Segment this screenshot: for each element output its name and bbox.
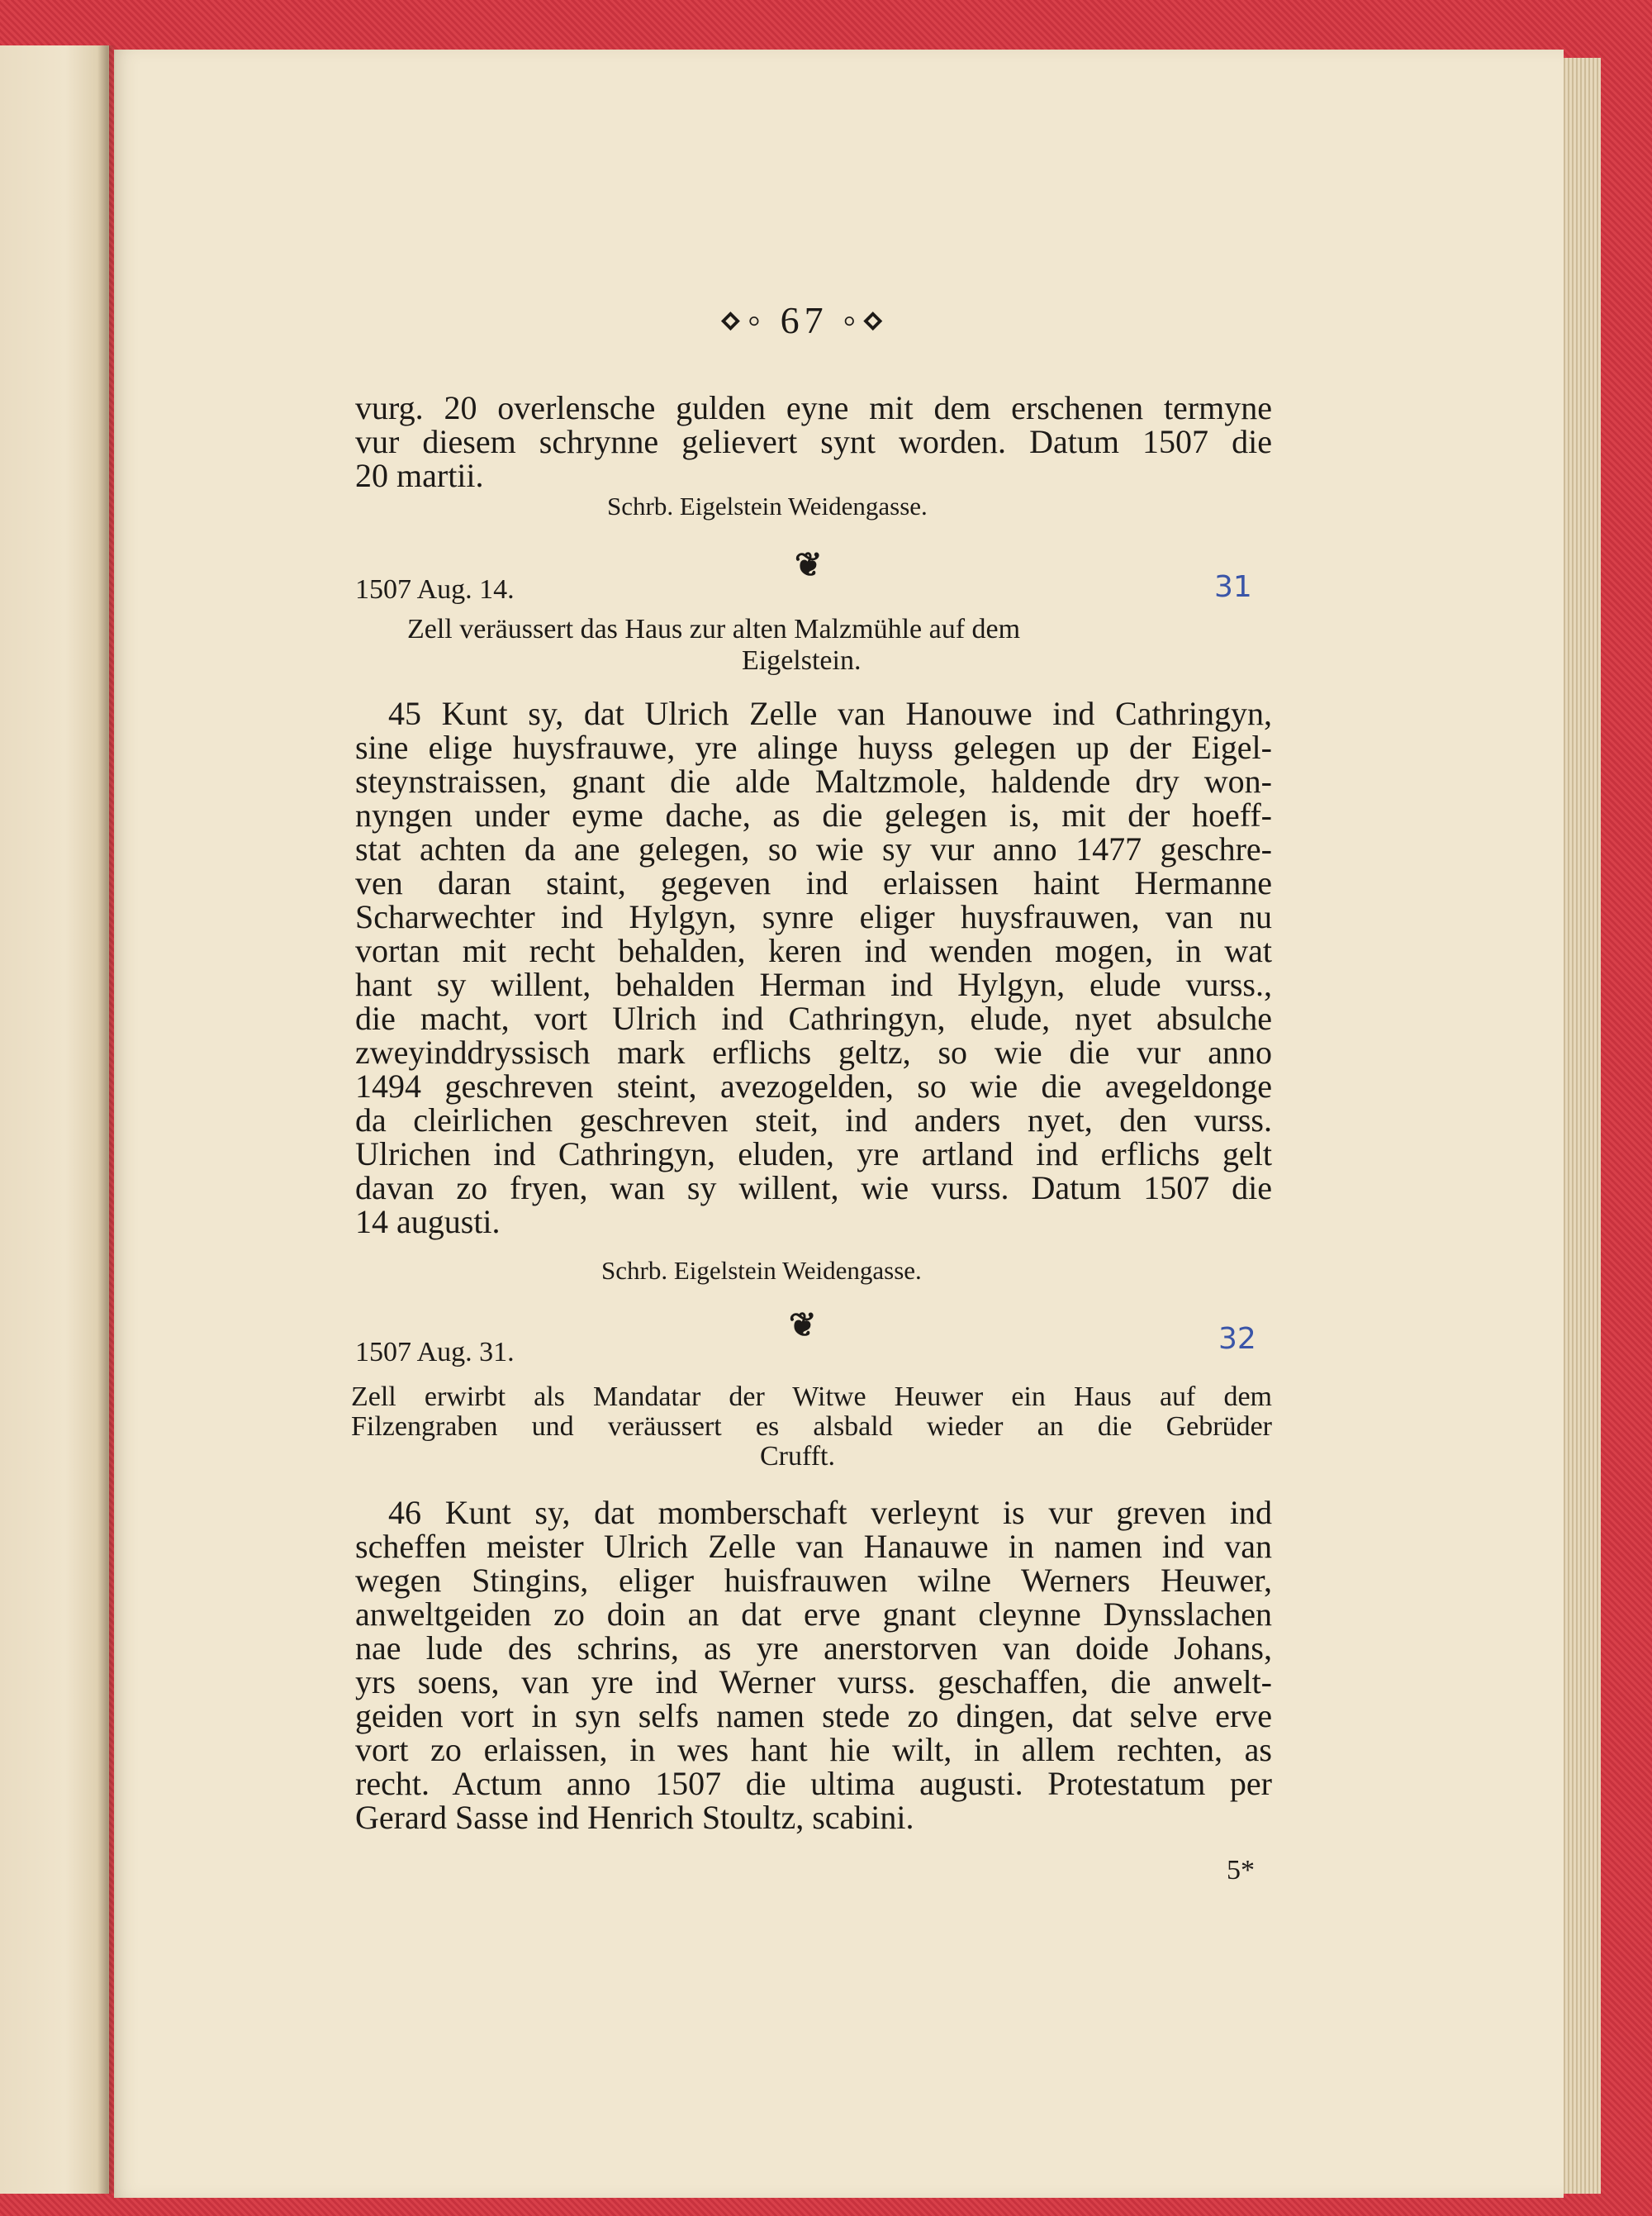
page-number: ⋄◦ 67 ◦⋄ bbox=[719, 299, 890, 341]
entry-date: 1507 Aug. 14. bbox=[355, 574, 515, 605]
body-line: Ulrichen ind Cathringyn, eluden, yre artland ind erflichs gelt bbox=[355, 1135, 1272, 1172]
body-line: yrs soens, van yre ind Werner vurss. geschaffen, die anwelt- bbox=[355, 1663, 1272, 1700]
body-line: 45 Kunt sy, dat Ulrich Zelle van Hanouwe ind Cathringyn, bbox=[388, 695, 1272, 732]
entry-summary-line: Filzengraben und veräussert es alsbald wieder an die Gebrüder bbox=[351, 1411, 1272, 1442]
body-line: die macht, vort Ulrich ind Cathringyn, elude, nyet absulche bbox=[355, 1000, 1272, 1037]
body-line: wegen Stingins, eliger huisfrauwen wilne Werners Heuwer, bbox=[355, 1562, 1272, 1599]
body-line: recht. Actum anno 1507 die ultima augusti. Protestatum per bbox=[355, 1765, 1272, 1802]
body-line: sine elige huysfrauwe, yre alinge huyss gelegen up der Eigel- bbox=[355, 729, 1272, 766]
page-gutter bbox=[97, 45, 116, 2194]
body-line: davan zo fryen, wan sy willent, wie vurss. Datum 1507 die bbox=[355, 1169, 1272, 1206]
handwritten-number: 31 bbox=[1214, 570, 1252, 604]
body-line: vur diesem schrynne gelievert synt worden. Datum 1507 die bbox=[355, 423, 1272, 460]
fleuron-ornament: ❦ bbox=[795, 546, 823, 583]
source-reference: Schrb. Eigelstein Weidengasse. bbox=[607, 492, 928, 521]
body-line: da cleirlichen geschreven steit, ind anders nyet, den vurss. bbox=[355, 1101, 1272, 1139]
signature-mark: 5* bbox=[1227, 1855, 1255, 1886]
body-line: zweyinddryssisch mark erflichs geltz, so wie die vur anno bbox=[355, 1034, 1272, 1071]
body-line: 1494 geschreven steint, avezogelden, so wie die avegeldonge bbox=[355, 1068, 1272, 1105]
body-line: stat achten da ane gelegen, so wie sy vur anno 1477 geschre- bbox=[355, 830, 1272, 868]
body-line: nyngen under eyme dache, as die gelegen is, mit der hoeff- bbox=[355, 797, 1272, 834]
body-line: 14 augusti. bbox=[355, 1203, 501, 1240]
body-line: 46 Kunt sy, dat momberschaft verleynt is vur greven ind bbox=[388, 1494, 1272, 1531]
body-line: vortan mit recht behalden, keren ind wenden mogen, in wat bbox=[355, 932, 1272, 969]
body-line: steynstraissen, gnant die alde Maltzmole, haldende dry won- bbox=[355, 763, 1272, 800]
previous-page-edge bbox=[0, 45, 109, 2194]
handwritten-number: 32 bbox=[1218, 1322, 1256, 1356]
fleuron-ornament: ❦ bbox=[789, 1306, 817, 1343]
source-reference: Schrb. Eigelstein Weidengasse. bbox=[601, 1256, 922, 1285]
body-line: ven daran staint, gegeven ind erlaissen haint Hermanne bbox=[355, 864, 1272, 901]
entry-summary-line: Eigelstein. bbox=[742, 645, 862, 676]
body-line: vort zo erlaissen, in wes hant hie wilt, in allem rechten, as bbox=[355, 1731, 1272, 1768]
entry-summary-line: Zell erwirbt als Mandatar der Witwe Heuwer ein Haus auf dem bbox=[351, 1381, 1272, 1412]
body-line: vurg. 20 overlensche gulden eyne mit dem erschenen termyne bbox=[355, 389, 1272, 426]
entry-date: 1507 Aug. 31. bbox=[355, 1337, 515, 1367]
entry-summary-line: Crufft. bbox=[760, 1441, 835, 1472]
body-line: scheffen meister Ulrich Zelle van Hanauwe in namen ind van bbox=[355, 1528, 1272, 1565]
body-line: hant sy willent, behalden Herman ind Hylgyn, elude vurss., bbox=[355, 966, 1272, 1003]
body-line: Scharwechter ind Hylgyn, synre eliger huysfrauwen, van nu bbox=[355, 898, 1272, 935]
body-line: geiden vort in syn selfs namen stede zo dingen, dat selve erve bbox=[355, 1697, 1272, 1734]
body-line: nae lude des schrins, as yre anerstorven van doide Johans, bbox=[355, 1629, 1272, 1667]
entry-summary-line: Zell veräussert das Haus zur alten Malzmühle auf dem bbox=[407, 614, 1021, 644]
body-line: 20 martii. bbox=[355, 457, 484, 494]
body-line: anweltgeiden zo doin an dat erve gnant cleynne Dynsslachen bbox=[355, 1595, 1272, 1633]
body-line: Gerard Sasse ind Henrich Stoultz, scabini. bbox=[355, 1799, 914, 1836]
